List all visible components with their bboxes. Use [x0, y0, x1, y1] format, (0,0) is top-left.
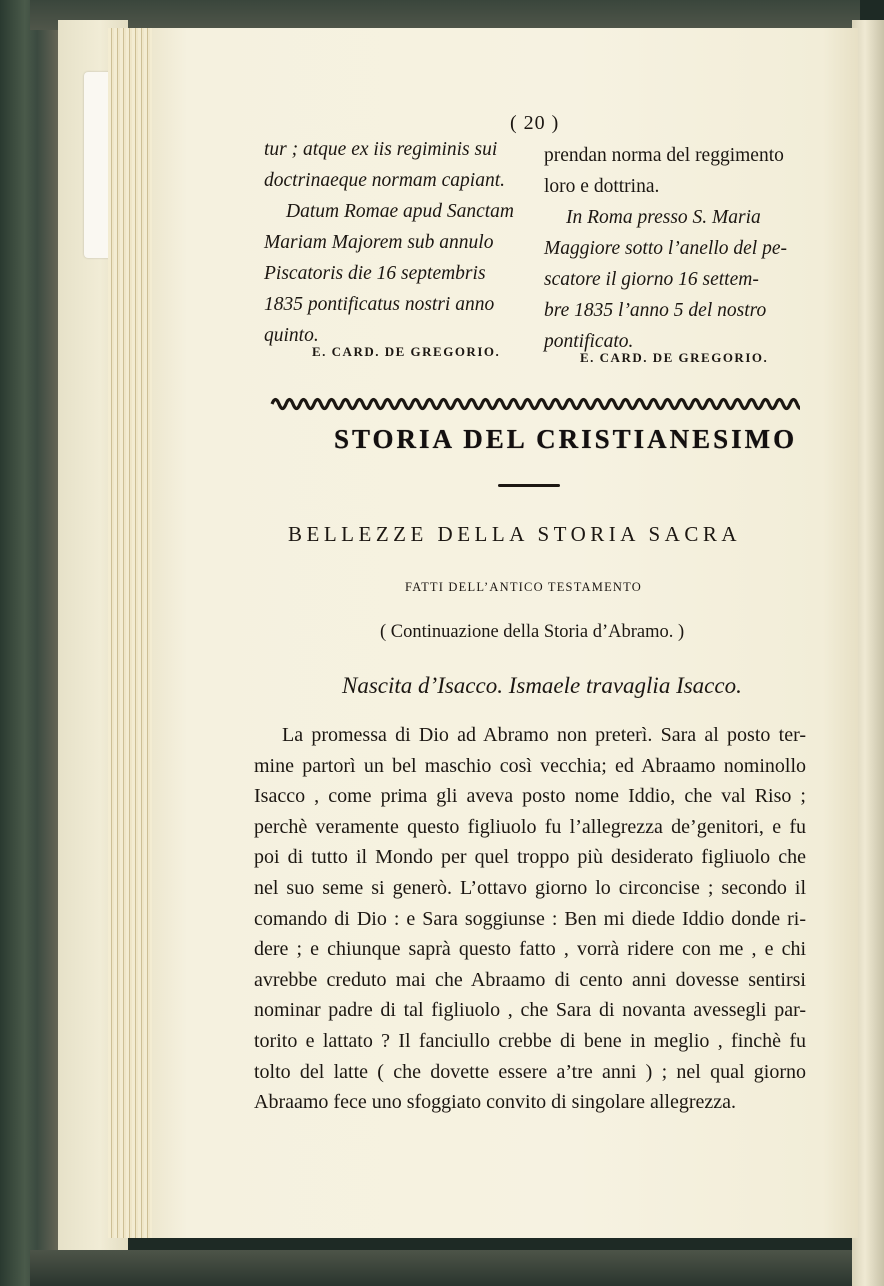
title-rule	[498, 484, 560, 487]
body-line: poi di tutto il Mondo per quel troppo più desiderato figliuolo che	[254, 846, 806, 869]
left-line: Datum Romae apud Sanctam	[286, 201, 515, 222]
article-subtitle: FATTI DELL’ANTICO TESTAMENTO	[405, 580, 642, 594]
body-line: perchè veramente questo figliuolo fu l’allegrezza de’genitori, e fu	[254, 815, 806, 838]
body-line: dere ; e chiunque saprà questo fatto , vorrà ridere con me , e chi	[254, 938, 806, 961]
right-line: loro e dottrina.	[544, 176, 660, 197]
body-line: tolto del latte ( che dovette essere a’tre anni ) ; nel qual giorno	[254, 1060, 806, 1083]
page-number: ( 20 )	[510, 112, 560, 134]
left-line: Piscatoris die 16 septembris	[264, 263, 486, 284]
right-line: pontificato.	[544, 331, 634, 352]
signature-right: E. CARD. DE GREGORIO.	[580, 350, 769, 365]
page-edges	[108, 28, 154, 1238]
right-line: scatore il giorno 16 settem-	[544, 269, 759, 290]
book-cover-top	[30, 0, 860, 30]
body-line: Isacco , come prima gli aveva posto nome Iddio, che val Riso ;	[254, 785, 806, 808]
book-cover-bottom	[30, 1250, 884, 1286]
left-column	[264, 134, 514, 351]
body-paragraph	[254, 720, 806, 1118]
left-line: 1835 pontificatus nostri anno	[264, 294, 495, 315]
left-line: Mariam Majorem sub annulo	[264, 232, 494, 253]
signature-left: E. CARD. DE GREGORIO.	[312, 344, 501, 359]
section-title: STORIA DEL CRISTIANESIMO	[334, 424, 798, 454]
left-line: tur ; atque ex iis regiminis sui	[264, 139, 498, 160]
body-line: torito e lattato ? Il fanciullo crebbe di bene in meglio , finchè fu	[254, 1029, 806, 1052]
right-line: prendan norma del reggimento	[544, 145, 784, 166]
body-line: La promessa di Dio ad Abramo non preterì. Sara al posto ter-	[282, 724, 806, 746]
left-line: quinto.	[264, 325, 319, 346]
right-line: In Roma presso S. Maria	[566, 207, 761, 228]
left-line: doctrinaeque normam capiant.	[264, 170, 506, 191]
right-line: bre 1835 l’anno 5 del nostro	[544, 300, 767, 321]
body-line: mine partorì un bel maschio così vecchia; ed Abraamo nominollo	[254, 754, 806, 777]
article-title: BELLEZZE DELLA STORIA SACRA	[288, 522, 742, 546]
body-line: nominar padre di tal figliuolo , che Sara di novanta avessegli par-	[254, 999, 806, 1022]
body-line: Abraamo fece uno sfoggiato convito di singolare allegrezza.	[254, 1091, 737, 1114]
right-line: Maggiore sotto l’anello del pe-	[544, 238, 787, 259]
body-line: comando di Dio : e Sara soggiunse : Ben mi diede Iddio donde ri-	[254, 907, 806, 930]
continuation-note: ( Continuazione della Storia d’Abramo. )	[380, 622, 685, 642]
right-column	[544, 140, 787, 357]
book-cover-left	[0, 0, 62, 1286]
body-line: nel suo seme si generò. L’ottavo giorno lo circoncise ; secondo il	[254, 876, 806, 899]
chapter-heading: Nascita d’Isacco. Ismaele travaglia Isacco.	[342, 673, 742, 698]
wave-ornament	[270, 393, 800, 415]
body-line: avrebbe creduto mai che Abraamo di cento anni dovesse sentirsi	[254, 968, 806, 991]
